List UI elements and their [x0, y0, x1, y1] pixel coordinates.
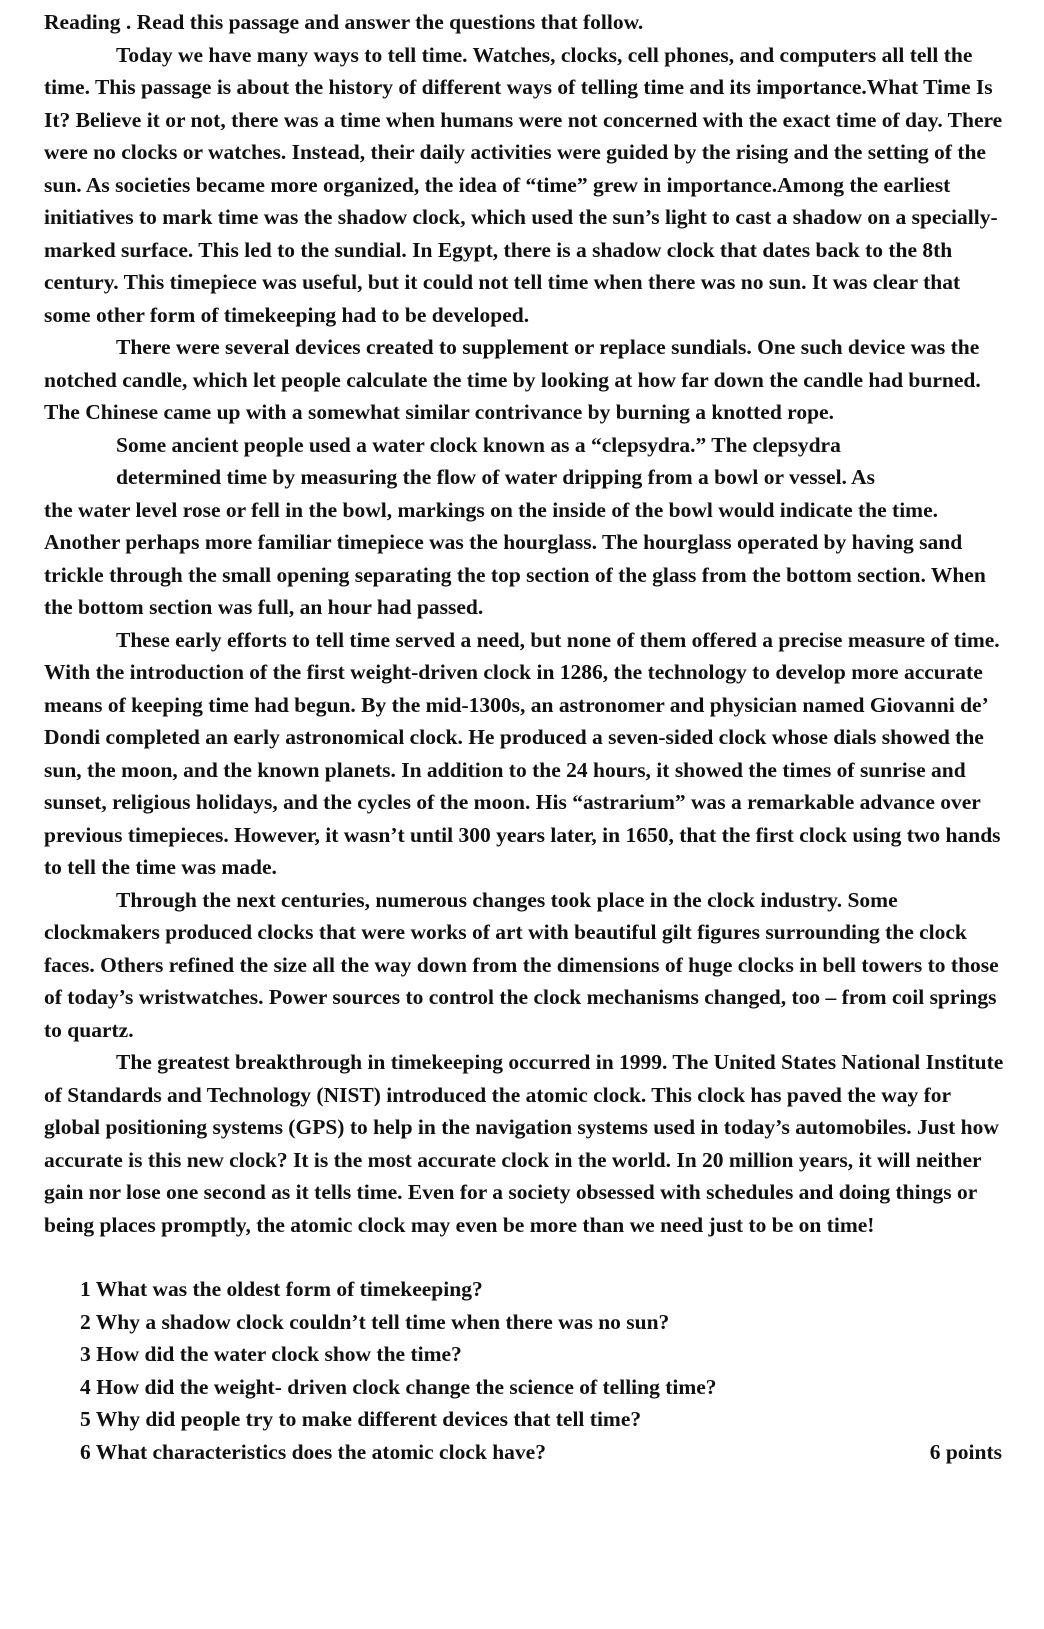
- paragraph-intro: Today we have many ways to tell time. Watches, clocks, cell phones, and computers all tell the time. This passage is about the history of different ways of telling time and its importance.What Time Is It? Believe it or not, there was a time when humans were not concerned with the exact time of day. There were no clocks or watches. Instead, their daily activities were guided by the rising and the setting of the sun. As societies became more organized, the idea of “time” grew in importance.Among the earliest initiatives to mark time was the shadow clock, which used the sun’s light to cast a shadow on a specially-marked surface. This led to the sundial. In Egypt, there is a shadow clock that dates back to the 8th century. This timepiece was useful, but it could not tell time when there was no sun. It was clear that some other form of timekeeping had to be developed.: [44, 42, 1003, 327]
- reading-worksheet: [44, 6, 1004, 1468]
- water-clock-line-2: determined time by measuring the flow of water dripping from a bowl or vessel. As: [116, 465, 876, 489]
- paragraph-atomic-clock: The greatest breakthrough in timekeeping occurred in 1999. The United States National Institute of Standards and Technology (NIST) introduced the atomic clock. This clock has paved the way for global positioning systems (GPS) to help in the navigation systems used in today’s automobiles. Just how accurate is this new clock? It is the most accurate clock in the world. In 20 million years, it will neither gain nor lose one second as it tells time. Even for a society obsessed with schedules and doing things or being places promptly, the atomic clock may even be more than we need just to be on time!: [44, 1050, 1004, 1237]
- paragraph-water-clock: [44, 429, 1004, 624]
- questions-list: [44, 1273, 1004, 1468]
- water-clock-line-1: Some ancient people used a water clock known as a “clepsydra.” The clepsydra: [116, 432, 841, 457]
- paragraph-devices: There were several devices created to supplement or replace sundials. One such device was the notched candle, which let people calculate the time by looking at how far down the candle had burned. The Chinese came up with a somewhat similar contrivance by burning a knotted rope.: [44, 335, 981, 424]
- question-item: 3 How did the water clock show the time?: [80, 1342, 462, 1366]
- paragraph-centuries: Through the next centuries, numerous changes took place in the clock industry. Some clockmakers produced clocks that were works of art with beautiful gilt figures surrounding the clock faces. Others refined the size all the way down from the dimensions of huge clocks in bell towers to those of today’s wristwatches. Power sources to control the clock mechanisms changed, too – from coil springs to quartz.: [44, 887, 999, 1042]
- question-item: 4 How did the weight- driven clock change the science of telling time?: [80, 1374, 717, 1399]
- water-clock-rest: the water level rose or fell in the bowl, markings on the inside of the bowl would indicate the time. Another perhaps more familiar timepiece was the hourglass. The hourglass operated by having sand trickle through the small opening separating the top section of the glass from the bottom section. When the bottom section was full, an hour had passed.: [44, 497, 986, 619]
- points-label: 6 points: [929, 1439, 1002, 1464]
- question-item: 2 Why a shadow clock couldn’t tell time when there was no sun?: [80, 1309, 670, 1334]
- paragraph-weight-clock: These early efforts to tell time served a need, but none of them offered a precise measure of time. With the introduction of the first weight-driven clock in 1286, the technology to develop more accurate means of keeping time had begun. By the mid-1300s, an astronomer and physician named Giovanni de’ Dondi completed an early astronomical clock. He produced a seven-sided clock whose dials showed the sun, the moon, and the known planets. In addition to the 24 hours, it showed the times of sunrise and sunset, religious holidays, and the cycles of the moon. His “astrarium” was a remarkable advance over previous timepieces. However, it wasn’t until 300 years later, in 1650, that the first clock using two hands to tell the time was made.: [44, 627, 1001, 879]
- question-item: 6 What characteristics does the atomic clock have?: [80, 1439, 546, 1464]
- question-row-last: [80, 1436, 1004, 1469]
- question-item: 1 What was the oldest form of timekeeping?: [80, 1277, 483, 1301]
- question-item: 5 Why did people try to make different devices that tell time?: [80, 1407, 642, 1431]
- reading-heading: Reading . Read this passage and answer the questions that follow.: [44, 10, 644, 34]
